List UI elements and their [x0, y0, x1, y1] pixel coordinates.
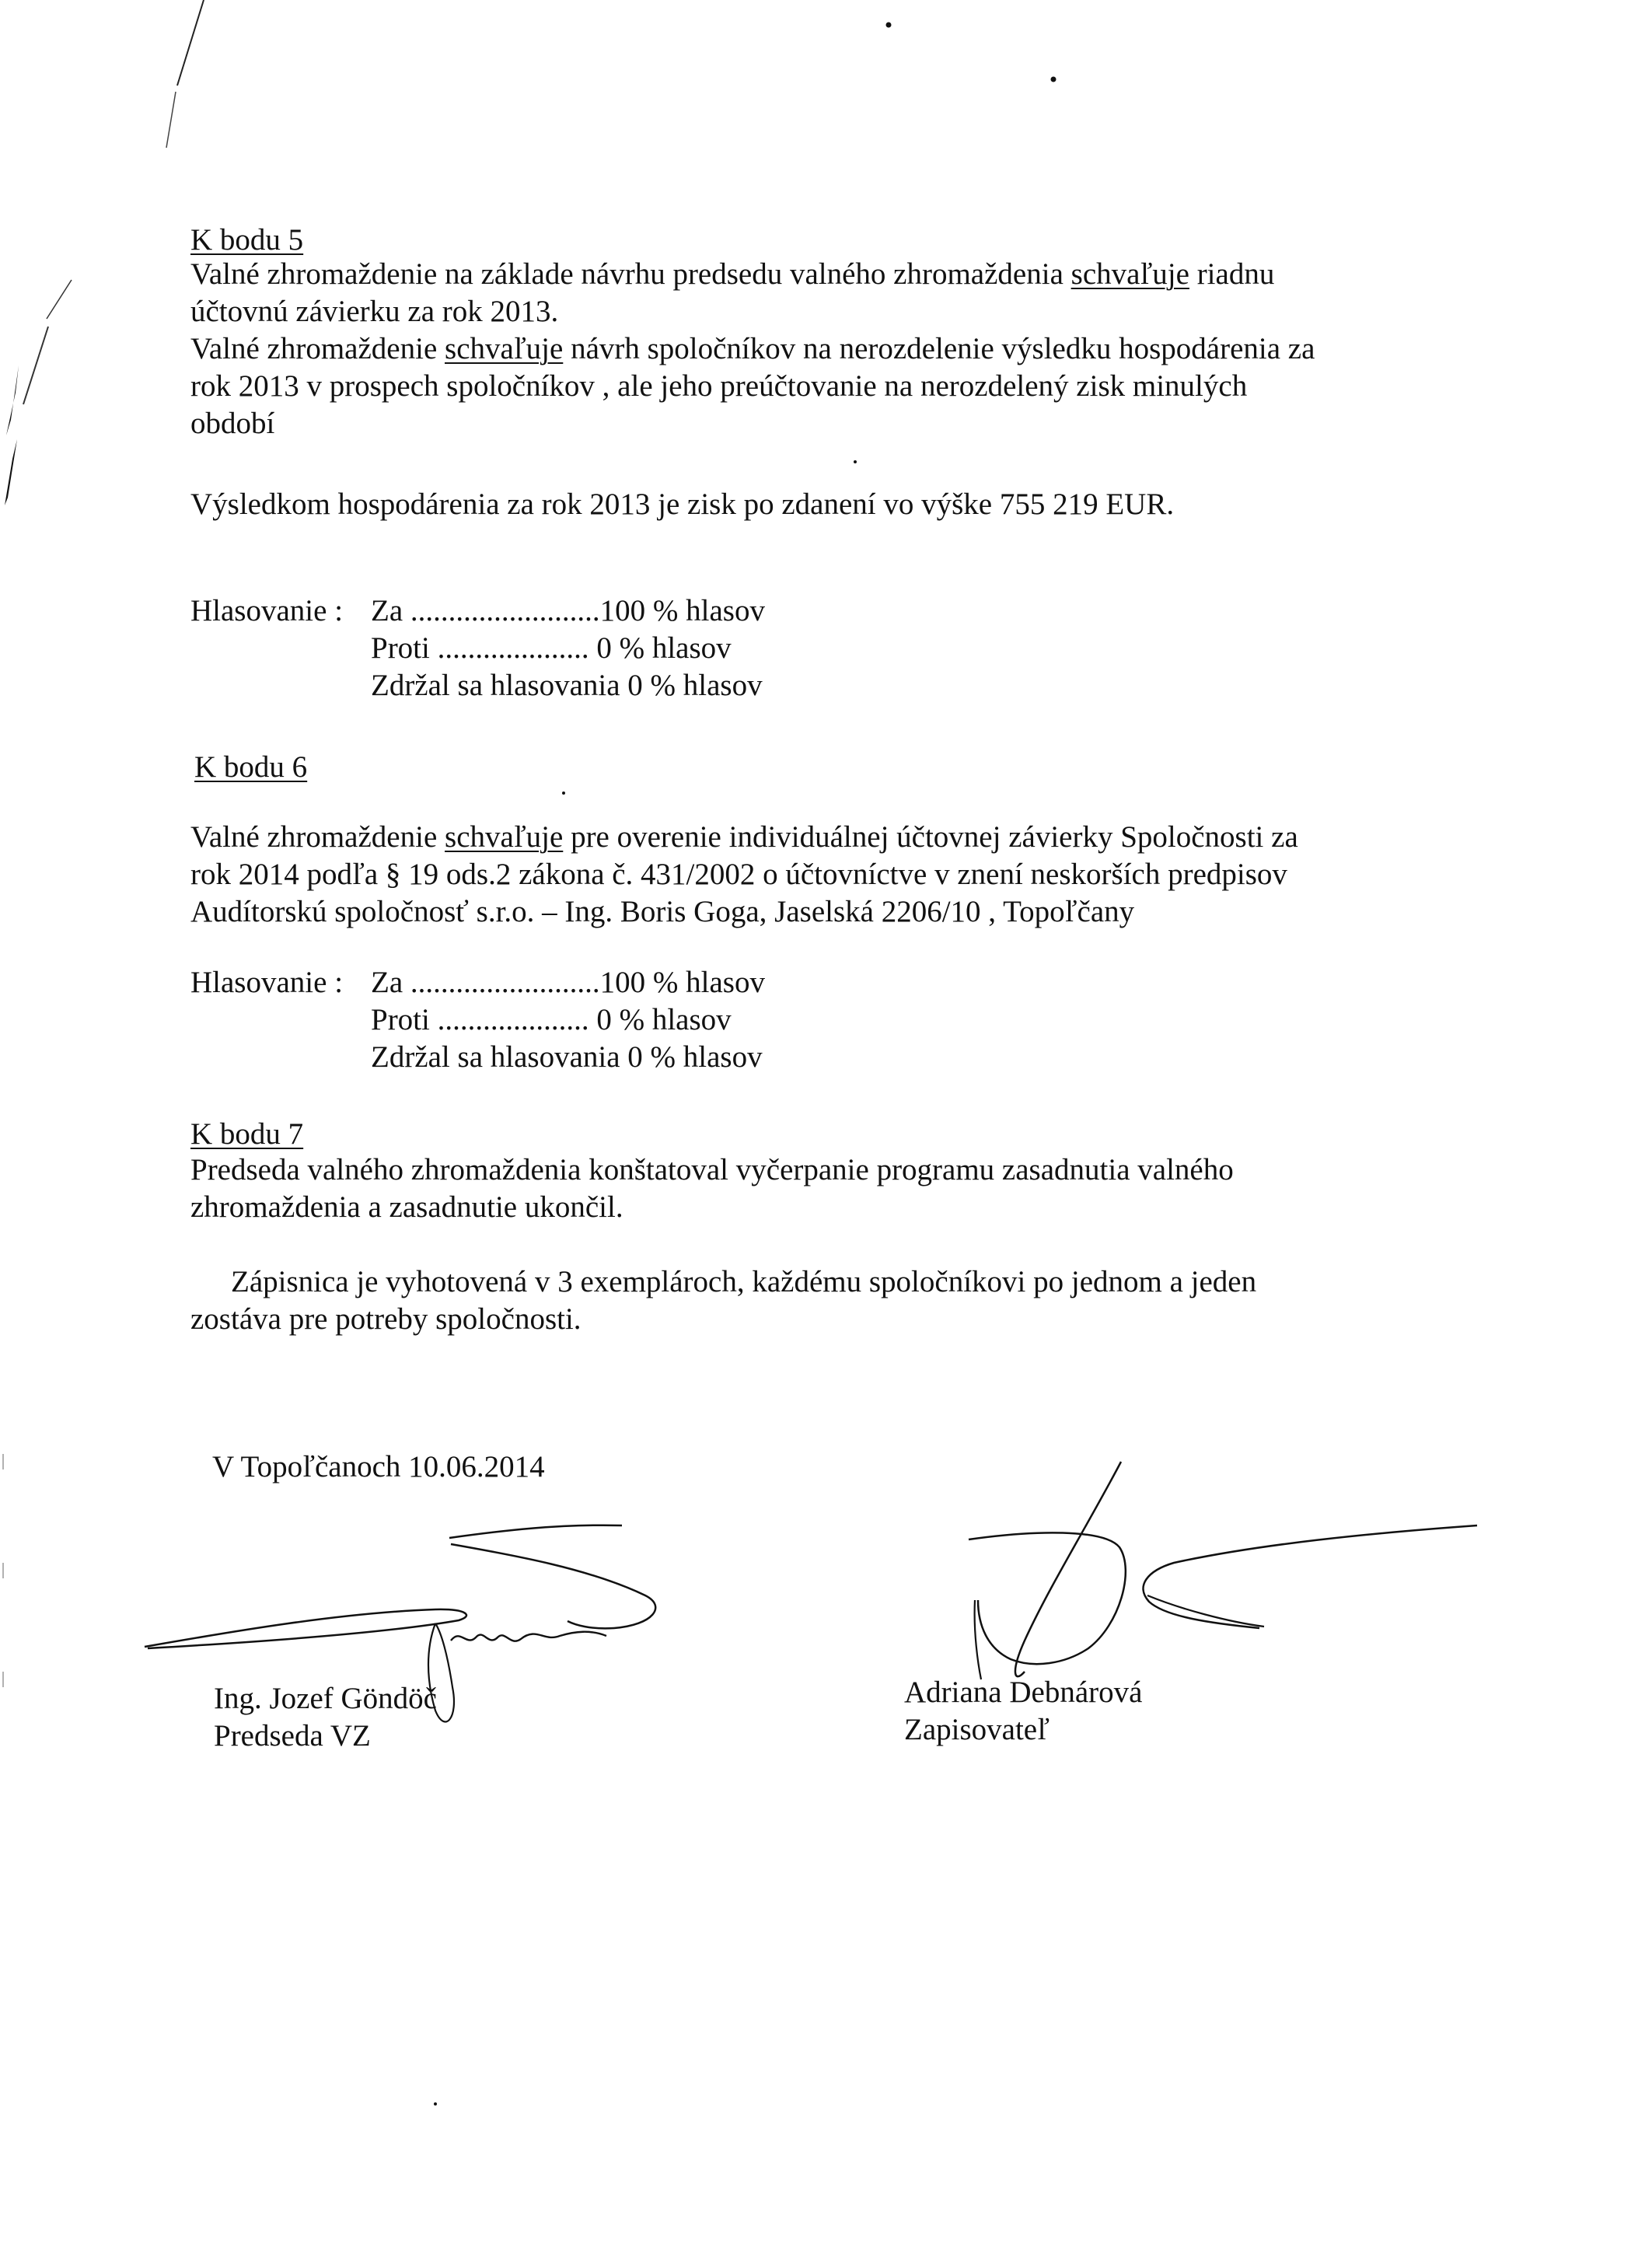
- section5-paragraph1-line1: [190, 253, 1274, 295]
- scan-speck: [854, 460, 857, 463]
- section6-paragraph-line2: rok 2014 podľa § 19 ods.2 zákona č. 431/2002 o účtovníctve v znení neskorších predpisov: [190, 858, 1287, 891]
- approve-keyword: schvaľuje: [445, 332, 564, 365]
- section5-result: Výsledkom hospodárenia za rok 2013 je zisk po zdanení vo výške 755 219 EUR.: [190, 487, 1175, 521]
- closing-line2: zostáva pre potreby spoločnosti.: [190, 1302, 582, 1336]
- scan-speck: [886, 23, 892, 28]
- section5-vote: [190, 592, 890, 709]
- section6-heading: K bodu 6: [194, 750, 308, 784]
- section5-paragraph2-line3: období: [190, 407, 275, 440]
- text-span: Valné zhromaždenie na základe návrhu predsedu valného zhromaždenia: [190, 257, 1071, 291]
- text-span: pre overenie individuálnej účtovnej závierky Spoločnosti za: [563, 820, 1298, 854]
- vote-abstain: Zdržal sa hlasovania 0 % hlasov: [371, 669, 763, 702]
- section5-paragraph2-line2: rok 2013 v prospech spoločníkov , ale jeho preúčtovanie na nerozdelený zisk minulých: [190, 369, 1248, 403]
- scan-speck: [1051, 77, 1057, 82]
- section6-vote: [190, 964, 890, 1081]
- scan-margin-line: [23, 327, 48, 404]
- chair-name: Ing. Jozef Göndöč: [214, 1682, 437, 1715]
- section6-paragraph-line1: [190, 816, 1298, 858]
- recorder-role: Zapisovateľ: [904, 1713, 1050, 1746]
- vote-label: Hlasovanie :: [190, 594, 344, 627]
- chair-role: Predseda VZ: [214, 1719, 371, 1753]
- recorder-name: Adriana Debnárová: [904, 1676, 1143, 1709]
- vote-abstain: Zdržal sa hlasovania 0 % hlasov: [371, 1040, 763, 1074]
- scan-margin-line: [177, 0, 204, 86]
- closing-line1: Zápisnica je vyhotovená v 3 exemplároch, každému spoločníkovi po jednom a jeden: [231, 1265, 1257, 1298]
- text-span: Valné zhromaždenie: [190, 332, 445, 365]
- section6-paragraph-line3: Audítorskú spoločnosť s.r.o. – Ing. Boris Goga, Jaselská 2206/10 , Topoľčany: [190, 895, 1135, 928]
- section7-line2: zhromaždenia a zasadnutie ukončil.: [190, 1190, 623, 1224]
- section5-paragraph1-line2: účtovnú závierku za rok 2013.: [190, 295, 559, 328]
- section5-paragraph2-line1: [190, 328, 1315, 370]
- text-span: návrh spoločníkov na nerozdelenie výsledku hospodárenia za: [563, 332, 1315, 365]
- scan-speck: [562, 792, 565, 795]
- vote-for: Za .........................100 % hlasov: [371, 594, 765, 627]
- place-date: V Topoľčanoch 10.06.2014: [212, 1450, 545, 1483]
- vote-label: Hlasovanie :: [190, 966, 344, 999]
- scan-margin-line: [166, 92, 176, 148]
- approve-keyword: schvaľuje: [1070, 257, 1189, 291]
- scan-speck: [434, 2102, 437, 2106]
- approve-keyword: schvaľuje: [445, 820, 564, 854]
- text-span: Valné zhromaždenie: [190, 820, 445, 854]
- scan-margin-line: [47, 280, 72, 319]
- vote-against: Proti .................... 0 % hlasov: [371, 631, 732, 665]
- section7-heading: K bodu 7: [190, 1117, 304, 1151]
- section5-heading: K bodu 5: [190, 223, 304, 257]
- vote-against: Proti .................... 0 % hlasov: [371, 1003, 732, 1036]
- vote-for: Za .........................100 % hlasov: [371, 966, 765, 999]
- scan-margin-mark: [6, 365, 19, 435]
- scan-margin-mark: [5, 439, 17, 505]
- section7-line1: Predseda valného zhromaždenia konštatoval vyčerpanie programu zasadnutia valného: [190, 1153, 1234, 1186]
- text-span: riadnu: [1189, 257, 1275, 291]
